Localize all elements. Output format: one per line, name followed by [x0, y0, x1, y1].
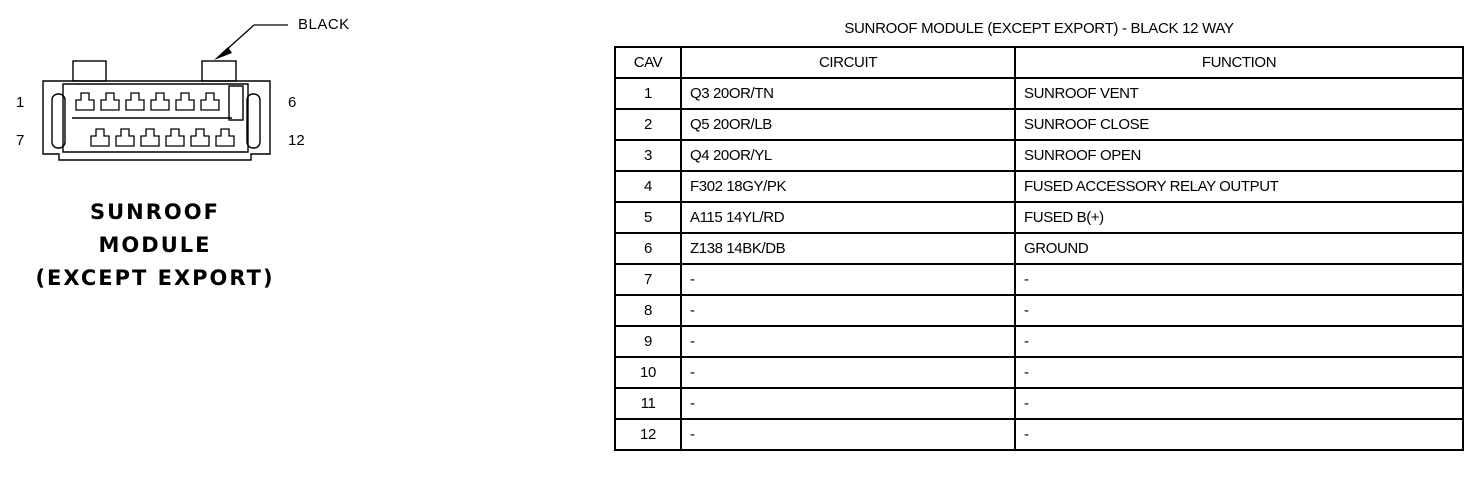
pin-label-bottom-right: 12: [288, 132, 305, 149]
cell-circuit: Q5 20OR/LB: [681, 109, 1015, 140]
cell-function: SUNROOF VENT: [1015, 78, 1463, 109]
table-row: [615, 78, 1463, 109]
cell-function: -: [1015, 295, 1463, 326]
cell-function: -: [1015, 326, 1463, 357]
pin-label-top-right: 6: [288, 94, 297, 111]
cell-function: FUSED B(+): [1015, 202, 1463, 233]
header-circuit: CIRCUIT: [681, 47, 1015, 78]
cell-cav: 2: [615, 109, 681, 140]
connector-color-label: BLACK: [298, 16, 350, 33]
cell-function: SUNROOF OPEN: [1015, 140, 1463, 171]
cell-function: SUNROOF CLOSE: [1015, 109, 1463, 140]
header-cav: CAV: [615, 47, 681, 78]
cell-function: -: [1015, 388, 1463, 419]
cell-circuit: -: [681, 388, 1015, 419]
table-row: [615, 233, 1463, 264]
cell-cav: 1: [615, 78, 681, 109]
cell-function: -: [1015, 264, 1463, 295]
cell-cav: 9: [615, 326, 681, 357]
cell-function: -: [1015, 357, 1463, 388]
module-title-line: MODULE: [98, 233, 212, 257]
cell-cav: 10: [615, 357, 681, 388]
cell-cav: 11: [615, 388, 681, 419]
cell-cav: 12: [615, 419, 681, 450]
cell-circuit: Z138 14BK/DB: [681, 233, 1015, 264]
table-row: [615, 326, 1463, 357]
cell-function: FUSED ACCESSORY RELAY OUTPUT: [1015, 171, 1463, 202]
cell-function: GROUND: [1015, 233, 1463, 264]
cell-cav: 6: [615, 233, 681, 264]
connector-cavities: [76, 93, 234, 146]
module-title: [30, 196, 280, 295]
table-row: [615, 109, 1463, 140]
cell-circuit: -: [681, 264, 1015, 295]
cell-circuit: A115 14YL/RD: [681, 202, 1015, 233]
table-row: [615, 140, 1463, 171]
cell-function: -: [1015, 419, 1463, 450]
cavity-row-bottom: [91, 129, 234, 146]
pin-label-bottom-left: 7: [16, 132, 25, 149]
table-header-row: [615, 47, 1463, 78]
pin-label-top-left: 1: [16, 94, 25, 111]
table-row: [615, 171, 1463, 202]
table-row: [615, 264, 1463, 295]
cell-circuit: -: [681, 295, 1015, 326]
cavity-row-top: [76, 93, 219, 110]
table-row: [615, 419, 1463, 450]
table-row: [615, 388, 1463, 419]
cell-cav: 8: [615, 295, 681, 326]
cell-circuit: -: [681, 326, 1015, 357]
table-row: [615, 295, 1463, 326]
cell-circuit: -: [681, 419, 1015, 450]
pinout-table: [614, 46, 1464, 451]
cell-cav: 5: [615, 202, 681, 233]
cell-cav: 7: [615, 264, 681, 295]
module-title-line: SUNROOF: [90, 200, 220, 224]
cell-circuit: Q3 20OR/TN: [681, 78, 1015, 109]
module-title-line: (EXCEPT EXPORT): [35, 266, 275, 290]
table-title: SUNROOF MODULE (EXCEPT EXPORT) - BLACK 12 WAY: [844, 20, 1234, 37]
cell-circuit: -: [681, 357, 1015, 388]
cell-circuit: F302 18GY/PK: [681, 171, 1015, 202]
cell-cav: 3: [615, 140, 681, 171]
color-leader-arrow: [214, 25, 288, 60]
header-function: FUNCTION: [1015, 47, 1463, 78]
cell-circuit: Q4 20OR/YL: [681, 140, 1015, 171]
table-body: [615, 78, 1463, 450]
table-row: [615, 357, 1463, 388]
cell-cav: 4: [615, 171, 681, 202]
table-row: [615, 202, 1463, 233]
